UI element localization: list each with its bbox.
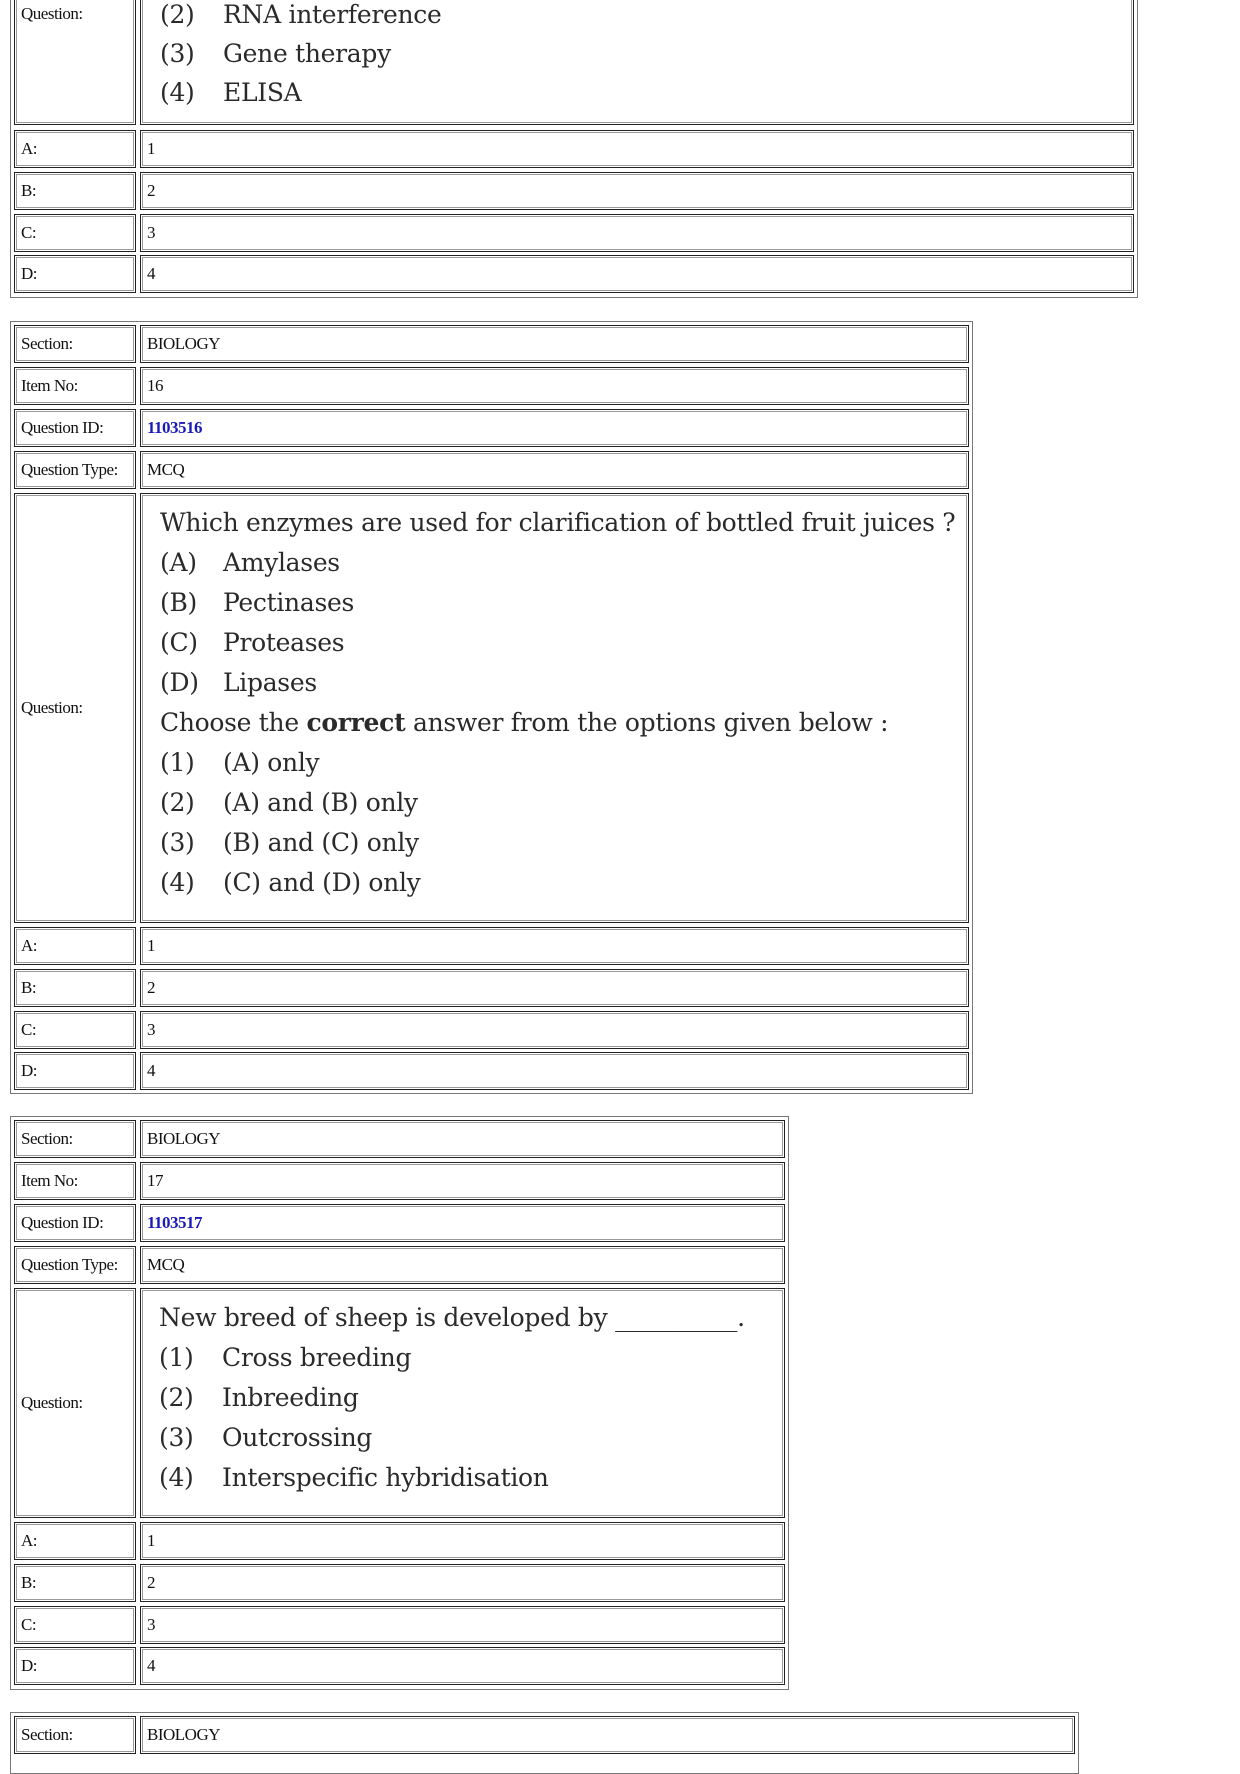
- question-id-label: Question ID:: [21, 418, 104, 437]
- answer-label: A:: [21, 1531, 37, 1550]
- section-row: [14, 1120, 785, 1158]
- section-label-cell: [14, 1716, 136, 1754]
- answer-row-d: [14, 1052, 969, 1090]
- answer-label: D:: [21, 1061, 37, 1080]
- item-no-value: 17: [147, 1171, 163, 1190]
- item-no-label-cell: [14, 367, 136, 405]
- question-row: [14, 0, 1134, 125]
- question-body-cell: [140, 493, 969, 923]
- item-no-value: 16: [147, 376, 163, 395]
- question-row: [14, 493, 969, 923]
- instruction-emphasis: correct: [306, 708, 406, 737]
- answer-row-d: [14, 1647, 785, 1685]
- answer-label-cell: [14, 1606, 136, 1644]
- section-label-cell: [14, 1120, 136, 1158]
- option-number: (2): [159, 1383, 194, 1412]
- section-value: BIOLOGY: [147, 1129, 220, 1148]
- answer-label-cell: [14, 1647, 136, 1685]
- question-card-18: [10, 1712, 1079, 1774]
- question-label: Question:: [21, 1393, 83, 1412]
- question-label-cell: [14, 493, 136, 923]
- answer-label: C:: [21, 1020, 37, 1039]
- question-id-row: [14, 1204, 785, 1242]
- question-type-row: [14, 451, 969, 489]
- option-number: (1): [159, 1343, 194, 1372]
- section-row: [14, 1716, 1075, 1754]
- answer-value-cell: [140, 1052, 969, 1090]
- option-text: (A) and (B) only: [223, 788, 418, 817]
- answer-value: 3: [147, 223, 155, 242]
- answer-value-cell: [140, 927, 969, 965]
- answer-label-cell: [14, 969, 136, 1007]
- option-text: Cross breeding: [222, 1343, 412, 1372]
- question-card-16: [10, 321, 973, 1094]
- answer-value: 4: [147, 264, 155, 283]
- section-value: BIOLOGY: [147, 1725, 220, 1744]
- answer-value: 2: [147, 1573, 155, 1592]
- instruction-text: answer from the options given below :: [405, 708, 889, 737]
- answer-label: D:: [21, 264, 37, 283]
- question-type-value-cell: [140, 451, 969, 489]
- option-text: (A) only: [223, 748, 320, 777]
- item-text: Lipases: [223, 668, 317, 697]
- answer-label: D:: [21, 1656, 37, 1675]
- answer-value-cell: [140, 1606, 785, 1644]
- question-card-15: [10, 0, 1138, 298]
- question-row: [14, 1288, 785, 1518]
- answer-label-cell: [14, 1522, 136, 1560]
- option-number: (3): [159, 1423, 194, 1452]
- section-label: Section:: [21, 1129, 73, 1148]
- option-text: Outcrossing: [222, 1423, 373, 1452]
- question-stem: New breed of sheep is developed by __________.: [159, 1303, 745, 1332]
- option-number: (2): [160, 0, 195, 29]
- question-type-label: Question Type:: [21, 460, 118, 479]
- item-text: Pectinases: [223, 588, 354, 617]
- question-label-cell: [14, 1288, 136, 1518]
- section-label: Section:: [21, 334, 73, 353]
- answer-label-cell: [14, 1052, 136, 1090]
- answer-value-cell: [140, 969, 969, 1007]
- answer-value: 3: [147, 1020, 155, 1039]
- item-letter: (A): [160, 548, 197, 577]
- question-label: Question:: [21, 698, 83, 717]
- question-type-label: Question Type:: [21, 1255, 118, 1274]
- item-no-value-cell: [140, 367, 969, 405]
- question-type-value: MCQ: [147, 1255, 185, 1274]
- item-text: Amylases: [223, 548, 340, 577]
- answer-row-a: [14, 927, 969, 965]
- question-type-value: MCQ: [147, 460, 185, 479]
- option-number: (4): [160, 78, 195, 107]
- answer-value: 2: [147, 181, 155, 200]
- question-body-cell: [140, 0, 1134, 125]
- answer-label-cell: [14, 214, 136, 252]
- section-value-cell: [140, 325, 969, 363]
- question-type-label-cell: [14, 1246, 136, 1284]
- question-type-value-cell: [140, 1246, 785, 1284]
- question-id-label-cell: [14, 1204, 136, 1242]
- answer-value: 4: [147, 1656, 155, 1675]
- answer-value-cell: [140, 1522, 785, 1560]
- answer-value: 2: [147, 978, 155, 997]
- answer-label: C:: [21, 1615, 37, 1634]
- answer-value: 1: [147, 1531, 155, 1550]
- answer-label: A:: [21, 139, 37, 158]
- option-text: ELISA: [223, 78, 302, 107]
- question-id-value-cell: [140, 409, 969, 447]
- question-label: Question:: [21, 4, 83, 23]
- answer-value-cell: [140, 1647, 785, 1685]
- item-no-label: Item No:: [21, 376, 78, 395]
- section-row: [14, 325, 969, 363]
- item-letter: (C): [160, 628, 198, 657]
- answer-value: 1: [147, 936, 155, 955]
- answer-label: A:: [21, 936, 37, 955]
- option-number: (1): [160, 748, 195, 777]
- answer-label: B:: [21, 181, 37, 200]
- question-body-cell: [140, 1288, 785, 1518]
- answer-value-cell: [140, 1564, 785, 1602]
- instruction-text: Choose the: [160, 708, 307, 737]
- answer-label-cell: [14, 927, 136, 965]
- item-no-row: [14, 1162, 785, 1200]
- question-id-value: 1103517: [147, 1213, 203, 1232]
- item-letter: (D): [160, 668, 199, 697]
- instruction-line: [160, 708, 888, 737]
- option-number: (3): [160, 828, 195, 857]
- option-text: RNA interference: [223, 0, 442, 29]
- question-id-value: 1103516: [147, 418, 203, 437]
- answer-value: 4: [147, 1061, 155, 1080]
- answer-value-cell: [140, 255, 1134, 293]
- answer-value-cell: [140, 130, 1134, 168]
- option-text: Interspecific hybridisation: [222, 1463, 549, 1492]
- answer-value: 3: [147, 1615, 155, 1634]
- answer-value-cell: [140, 172, 1134, 210]
- answer-row-c: [14, 1606, 785, 1644]
- answer-label-cell: [14, 255, 136, 293]
- section-label-cell: [14, 325, 136, 363]
- answer-row-d: [14, 255, 1134, 293]
- answer-value: 1: [147, 139, 155, 158]
- option-number: (4): [160, 868, 195, 897]
- option-number: (4): [159, 1463, 194, 1492]
- answer-row-b: [14, 1564, 785, 1602]
- answer-label: C:: [21, 223, 37, 242]
- section-value-cell: [140, 1716, 1075, 1754]
- answer-value-cell: [140, 214, 1134, 252]
- answer-row-c: [14, 214, 1134, 252]
- question-id-label: Question ID:: [21, 1213, 104, 1232]
- question-type-row: [14, 1246, 785, 1284]
- answer-value-cell: [140, 1011, 969, 1049]
- answer-label-cell: [14, 172, 136, 210]
- item-no-label: Item No:: [21, 1171, 78, 1190]
- question-type-label-cell: [14, 451, 136, 489]
- option-text: Inbreeding: [222, 1383, 359, 1412]
- answer-row-b: [14, 969, 969, 1007]
- option-number: (3): [160, 39, 195, 68]
- section-value: BIOLOGY: [147, 334, 220, 353]
- item-letter: (B): [160, 588, 197, 617]
- answer-row-a: [14, 1522, 785, 1560]
- item-text: Proteases: [223, 628, 345, 657]
- answer-label: B:: [21, 1573, 37, 1592]
- question-card-17: [10, 1116, 789, 1690]
- option-text: (C) and (D) only: [223, 868, 421, 897]
- section-label: Section:: [21, 1725, 73, 1744]
- item-no-value-cell: [140, 1162, 785, 1200]
- question-id-row: [14, 409, 969, 447]
- answer-row-b: [14, 172, 1134, 210]
- item-no-row: [14, 367, 969, 405]
- item-no-label-cell: [14, 1162, 136, 1200]
- question-label-cell: [14, 0, 136, 125]
- question-stem: Which enzymes are used for clarification of bottled fruit juices ?: [160, 508, 956, 537]
- option-number: (2): [160, 788, 195, 817]
- answer-label-cell: [14, 130, 136, 168]
- section-value-cell: [140, 1120, 785, 1158]
- answer-label-cell: [14, 1564, 136, 1602]
- answer-label: B:: [21, 978, 37, 997]
- answer-row-c: [14, 1011, 969, 1049]
- question-id-value-cell: [140, 1204, 785, 1242]
- answer-row-a: [14, 130, 1134, 168]
- answer-label-cell: [14, 1011, 136, 1049]
- option-text: Gene therapy: [223, 39, 391, 68]
- question-id-label-cell: [14, 409, 136, 447]
- option-text: (B) and (C) only: [223, 828, 419, 857]
